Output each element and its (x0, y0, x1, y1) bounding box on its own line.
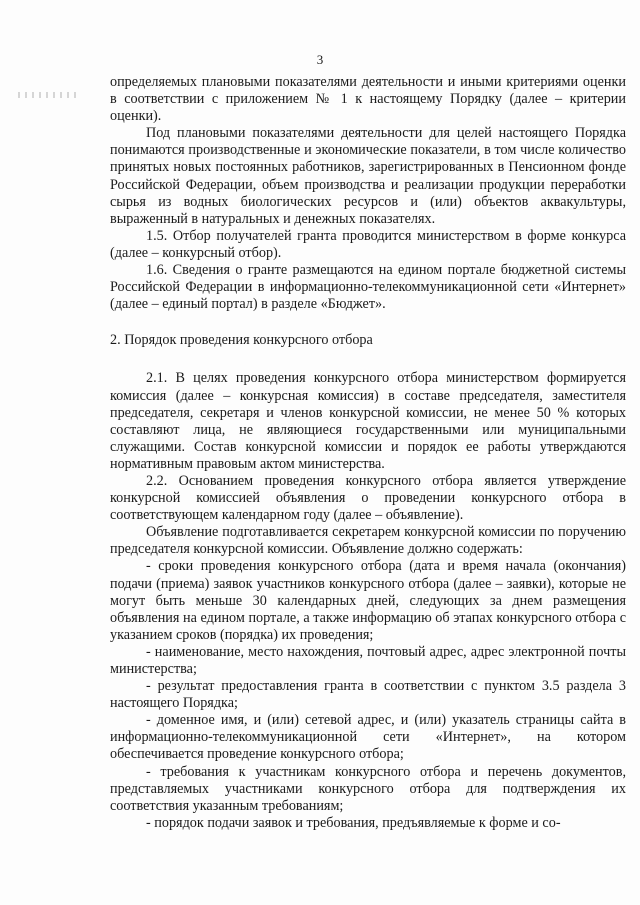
paragraph: Объявление подготавливается секретарем конкурсной комиссии по поручению председателя конкурсной комиссии. Объявление должно содержать: (110, 524, 626, 558)
paragraph: - результат предоставления гранта в соответствии с пунктом 3.5 раздела 3 настоящего Порядка; (110, 678, 626, 712)
paragraph: - наименование, место нахождения, почтовый адрес, адрес электронной почты министерства; (110, 643, 626, 677)
paragraph: - требования к участникам конкурсного отбора и перечень документов, представляемых участниками конкурсного отбора для подтверждения их соответствия указанным требованиям; (110, 763, 626, 814)
paragraph: - сроки проведения конкурсного отбора (дата и время начала (окончания) подачи (приема) заявок участников конкурсного отбора (далее – заявки), которые не могут быть меньше 30 календарных дней, следующих за днем размещения объявления на едином портале, а также информацию об этапах конкурсного отбора с указанием сроков (порядка) их проведения; (110, 558, 626, 643)
scan-artifact (18, 92, 78, 98)
section-heading: 2. Порядок проведения конкурсного отбора (110, 332, 373, 349)
paragraph: Под плановыми показателями деятельности для целей настоящего Порядка понимаются производственные и экономические показатели, в том числе количество принятых новых постоянных работников, зарегистрированных в Пенсионном фонде Российской Федерации, объем производства и реализации продукции переработки сырья из водных биологических ресурсов и (или) объектов аквакультуры, выраженный в натуральных и денежных показателях. (110, 125, 626, 227)
paragraph: 2.1. В целях проведения конкурсного отбора министерством формируется комиссия (далее – конкурсная комиссия) в составе председателя, заместителя председателя, секретаря и членов конкурсной комиссии, не менее 50 % которых составляют лица, не являющиеся государственными или муниципальными служащими. Состав конкурсной комиссии и порядок ее работы утверждаются нормативным правовым актом министерства. (110, 370, 626, 472)
paragraph: 2.2. Основанием проведения конкурсного отбора является утверждение конкурсной комиссией объявления о проведении конкурсного отбора в соответствующем календарном году (далее – объявление). (110, 472, 626, 524)
paragraph: - доменное имя, и (или) сетевой адрес, и (или) указатель страницы сайта в информационно-телекоммуникационной сети «Интернет», на котором обеспечивается проведение конкурсного отбора; (110, 712, 626, 763)
paragraph: 1.6. Сведения о гранте размещаются на едином портале бюджетной системы Российской Федерации в информационно-телекоммуникационной сети «Интернет» (далее – единый портал) в разделе «Бюджет». (110, 262, 626, 313)
paragraph: определяемых плановыми показателями деятельности и иными критериями оценки в соответствии с приложением № 1 к настоящему Порядку (далее – критерии оценки). (110, 74, 626, 125)
paragraphs-before-heading (110, 74, 626, 313)
document-body (110, 74, 626, 832)
paragraph: 1.5. Отбор получателей гранта проводится министерством в форме конкурса (далее – конкурсный отбор). (110, 227, 626, 261)
page-number: 3 (316, 52, 324, 67)
paragraphs-after-heading (110, 370, 626, 832)
paragraph: - порядок подачи заявок и требования, предъявляемые к форме и со- (146, 814, 561, 831)
